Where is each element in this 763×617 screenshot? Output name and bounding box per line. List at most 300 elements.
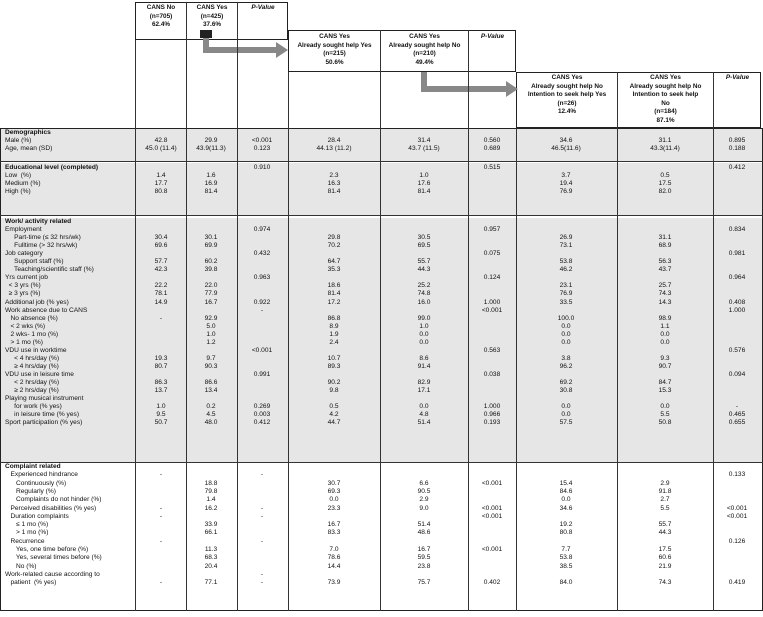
row-label: Low (%): [5, 172, 32, 180]
row-label: Employment: [5, 226, 42, 234]
cell-value: 16.3: [327, 180, 341, 188]
cell-value: 17.7: [154, 180, 168, 188]
cell-value: 14.9: [154, 298, 168, 306]
header-cans-no: CANS No (n=705) 62.4%: [146, 4, 176, 29]
table-row: [0, 539, 763, 546]
row-label: Yrs current job: [5, 274, 48, 282]
cell-value: 29.9: [204, 137, 218, 145]
cell-value: 69.2: [559, 379, 573, 386]
cell-value: 0.193: [483, 419, 501, 427]
cell-value: 50.7: [154, 419, 168, 427]
row-label: Teaching/scientific staff (%): [5, 266, 94, 274]
cell-value: 69.5: [417, 242, 431, 250]
cell-value: 43.9(11.3): [196, 145, 226, 153]
row-label: ≥ 2 hrs/day (%): [5, 387, 59, 395]
table-row: [0, 146, 763, 153]
cell-value: 55.7: [658, 521, 672, 529]
cell-value: 34.6: [559, 504, 573, 512]
row-label: Work-related cause according to: [5, 570, 100, 578]
cell-value: 13.7: [154, 387, 168, 395]
cell-value: 56.3: [658, 258, 672, 266]
cell-value: 0.0: [561, 411, 571, 419]
cell-value: 90.3: [204, 362, 218, 370]
row-label: VDU use in leisure time: [5, 370, 74, 378]
cell-value: -: [159, 504, 163, 512]
cell-value: 42.3: [154, 266, 168, 274]
cell-value: 80.7: [154, 362, 168, 370]
row-label: Perceived disabilities (% yes): [5, 504, 97, 512]
cell-value: 0.133: [728, 471, 746, 479]
cell-value: -: [260, 579, 264, 587]
table-row: [0, 348, 763, 355]
cell-value: 59.5: [417, 554, 431, 562]
cell-value: 5.0: [206, 322, 216, 330]
cell-value: 0.0: [660, 330, 670, 338]
cell-value: 0.922: [253, 298, 271, 306]
row-label: ≥ 4 hrs/day (%): [5, 362, 59, 370]
cell-value: -: [159, 471, 163, 479]
cell-value: 17.5: [658, 180, 672, 188]
cell-value: 69.3: [327, 487, 341, 495]
cell-value: 75.7: [417, 579, 431, 587]
table-row: [0, 181, 763, 188]
cell-value: 74.3: [658, 290, 672, 298]
cell-value: 91.4: [417, 362, 431, 370]
cell-value: 16.0: [417, 298, 431, 306]
cell-value: 13.4: [204, 387, 218, 395]
cell-value: 14.3: [658, 298, 672, 306]
cell-value: 44.7: [327, 419, 341, 427]
cell-value: 26.9: [559, 234, 573, 242]
cell-value: 89.3: [327, 362, 341, 370]
row-label: Part-time (≤ 32 hrs/wk): [5, 234, 81, 242]
cell-value: 0.5: [329, 403, 339, 411]
table-row: [0, 472, 763, 479]
cell-value: 19.2: [559, 521, 573, 529]
cell-value: -: [159, 314, 163, 322]
row-label: Continuously (%): [5, 479, 67, 487]
cell-value: 33.5: [559, 298, 573, 306]
cell-value: 81.4: [327, 188, 341, 196]
cell-value: 82.9: [417, 379, 431, 386]
cell-value: 74.8: [417, 290, 431, 298]
header-already-sought-yes: CANS Yes Already sought help Yes (n=215) 50.6%: [297, 33, 372, 66]
table-row: [0, 522, 763, 529]
cell-value: 1.4: [156, 172, 166, 180]
row-label: No absence (%): [5, 314, 58, 322]
cell-value: 10.7: [327, 354, 341, 362]
row-label: in leisure time (% yes): [5, 411, 80, 419]
cell-value: 0.910: [253, 164, 271, 171]
cell-value: 0.465: [728, 411, 746, 419]
cell-value: 23.3: [327, 504, 341, 512]
cell-value: 81.4: [204, 188, 218, 196]
arrow-icon-group2: [196, 30, 291, 58]
table-row: [0, 572, 763, 579]
table-row: [0, 138, 763, 145]
cell-value: 0.003: [253, 411, 271, 419]
table-row: [0, 267, 763, 274]
cell-value: 0.0: [561, 330, 571, 338]
table-row: [0, 308, 763, 315]
cell-value: 64.7: [327, 258, 341, 266]
cell-value: 86.8: [327, 314, 341, 322]
table-row: [0, 481, 763, 488]
row-label: Fulltime (> 32 hrs/wk): [5, 242, 78, 250]
row-label: Support staff (%): [5, 258, 64, 266]
cell-value: 30.5: [417, 234, 431, 242]
cell-value: 73.1: [559, 242, 573, 250]
header-already-sought-no: CANS Yes Already sought help No (n=210) 49.4%: [388, 33, 461, 66]
cell-value: 43.3(11.4): [650, 145, 680, 153]
cell-value: 39.8: [204, 266, 218, 274]
row-label: Educational level (completed): [5, 164, 99, 171]
row-label: Sport participation (% yes): [5, 419, 83, 427]
cell-value: 19.4: [559, 180, 573, 188]
table-row: [0, 130, 763, 137]
table-row: [0, 356, 763, 363]
cell-value: 78.1: [154, 290, 168, 298]
cell-value: 1.2: [206, 338, 216, 346]
row-label: 2 wks- 1 mo (%): [5, 330, 59, 338]
cell-value: 0.402: [483, 579, 501, 587]
cell-value: -: [260, 537, 264, 545]
cell-value: 90.5: [417, 487, 431, 495]
table-row: [0, 235, 763, 242]
cell-value: 1.000: [483, 298, 501, 306]
cell-value: 0.124: [483, 274, 501, 282]
cell-value: 45.0 (11.4): [145, 145, 177, 153]
cell-value: 16.7: [204, 298, 218, 306]
cell-value: 19.3: [154, 354, 168, 362]
row-label: Male (%): [5, 137, 32, 145]
cell-value: 0.0: [561, 403, 571, 411]
table-row: [0, 165, 763, 172]
cell-value: <0.001: [251, 346, 273, 354]
cell-value: 0.123: [253, 145, 271, 153]
cell-value: 0.0: [660, 403, 670, 411]
cell-value: 5.5: [660, 504, 670, 512]
row-label: VDU use in worktime: [5, 346, 67, 354]
cell-value: 17.6: [417, 180, 431, 188]
cell-value: 42.8: [154, 137, 168, 145]
row-label: < 4 hrs/day (%): [5, 354, 60, 362]
cell-value: 0.560: [483, 137, 501, 145]
cell-value: 0.576: [728, 346, 746, 354]
cell-value: 2.3: [329, 172, 339, 180]
cell-value: 77.1: [204, 579, 218, 587]
row-label: Regularly (%): [5, 487, 56, 495]
cell-value: 66.1: [204, 529, 218, 537]
row-label: Recurrence: [5, 537, 45, 545]
cell-value: 22.2: [154, 282, 168, 290]
table-row: [0, 404, 763, 411]
cell-value: 18.6: [327, 282, 341, 290]
arrow-icon-group3: [418, 72, 520, 98]
cell-value: 1.0: [206, 330, 216, 338]
cell-value: -: [159, 579, 163, 587]
cell-value: 0.0: [561, 496, 571, 504]
cell-value: 57.7: [154, 258, 168, 266]
table-row: [0, 283, 763, 290]
cell-value: 100.0: [557, 314, 575, 322]
cell-value: 86.6: [204, 379, 218, 386]
cell-value: 1.6: [206, 172, 216, 180]
cell-value: 51.4: [417, 419, 431, 427]
cell-value: 20.4: [204, 562, 218, 570]
cell-value: 0.126: [728, 537, 746, 545]
cell-value: 1.000: [483, 403, 501, 411]
table-row: [0, 420, 763, 427]
table-row: [0, 514, 763, 521]
table-row: [0, 173, 763, 180]
row-label: > 1 mo (%): [5, 529, 49, 537]
cell-value: 99.0: [417, 314, 431, 322]
table-row: [0, 243, 763, 250]
cell-value: 30.4: [154, 234, 168, 242]
cell-value: 0.515: [483, 164, 501, 171]
table-row: [0, 489, 763, 496]
cell-value: <0.001: [726, 504, 748, 512]
cell-value: 9.5: [156, 411, 166, 419]
cell-value: 90.7: [658, 362, 672, 370]
cell-value: 57.5: [559, 419, 573, 427]
row-label: Yes, several times before (%): [5, 554, 102, 562]
cell-value: 11.3: [204, 546, 218, 553]
table-row: [0, 380, 763, 387]
cell-value: 0.075: [483, 250, 501, 258]
cell-value: 0.966: [483, 411, 501, 419]
table-row: [0, 555, 763, 562]
cell-value: 98.9: [658, 314, 672, 322]
cell-value: 0.0: [329, 496, 339, 504]
cell-value: 30.1: [204, 234, 218, 242]
cell-value: 0.963: [253, 274, 271, 282]
cell-value: -: [159, 512, 163, 520]
cell-value: 84.6: [559, 487, 573, 495]
cell-value: 9.8: [329, 387, 339, 395]
cell-value: 46.2: [559, 266, 573, 274]
row-label: patient (% yes): [5, 579, 57, 587]
header-pvalue-2: P-Value: [480, 33, 505, 40]
cell-value: 14.4: [327, 562, 341, 570]
cell-value: 16.7: [417, 546, 431, 553]
cell-value: 81.4: [327, 290, 341, 298]
cell-value: 0.834: [728, 226, 746, 234]
row-label: Work absence due to CANS: [5, 306, 88, 314]
cell-value: 0.419: [728, 579, 746, 587]
table-row: [0, 219, 763, 226]
cell-value: -: [260, 504, 264, 512]
cell-value: <0.001: [481, 479, 503, 487]
table-row: [0, 372, 763, 379]
cell-value: 2.9: [419, 496, 429, 504]
cell-value: 7.7: [561, 546, 571, 553]
cell-value: <0.001: [251, 137, 273, 145]
cell-value: 0.957: [483, 226, 501, 234]
cell-value: 70.2: [327, 242, 341, 250]
cell-value: 0.269: [253, 403, 271, 411]
row-label: No (%): [5, 562, 37, 570]
cell-value: 1.000: [728, 306, 746, 314]
cell-value: 29.8: [327, 234, 341, 242]
cell-value: 30.8: [559, 387, 573, 395]
cell-value: 17.1: [417, 387, 431, 395]
cell-value: 1.0: [419, 172, 429, 180]
cell-value: 0.0: [561, 322, 571, 330]
cell-value: -: [260, 471, 264, 479]
cell-value: 68.9: [658, 242, 672, 250]
cell-value: 91.8: [658, 487, 672, 495]
row-label: Experienced hindrance: [5, 471, 78, 479]
cell-value: 80.8: [559, 529, 573, 537]
cell-value: 0.0: [419, 330, 429, 338]
table-row: [0, 227, 763, 234]
row-label: Additional job (% yes): [5, 298, 69, 306]
row-label: for work (% yes): [5, 403, 62, 411]
row-label: Duration complaints: [5, 512, 69, 520]
cell-value: 0.412: [253, 419, 271, 427]
row-label: Work/ activity related: [5, 218, 72, 225]
table-row: [0, 291, 763, 298]
cell-value: 79.8: [204, 487, 218, 495]
cell-value: 16.2: [204, 504, 218, 512]
cell-value: 9.3: [660, 354, 670, 362]
cell-value: 0.432: [253, 250, 271, 258]
cell-value: 44.3: [658, 529, 672, 537]
cell-value: 43.7 (11.5): [408, 145, 440, 153]
cell-value: <0.001: [726, 512, 748, 520]
cell-value: 2.9: [660, 479, 670, 487]
cell-value: 76.9: [559, 188, 573, 196]
cell-value: 0.689: [483, 145, 501, 153]
table-row: [0, 275, 763, 282]
cell-value: 0.974: [253, 226, 271, 234]
cell-value: 0.563: [483, 346, 501, 354]
cell-value: 82.0: [658, 188, 672, 196]
header-cans-yes: CANS Yes (n=425) 37.6%: [196, 4, 228, 29]
cell-value: 4.5: [206, 411, 216, 419]
cell-value: 0.0: [419, 338, 429, 346]
row-label: Demographics: [5, 129, 51, 136]
table-row: [0, 464, 763, 471]
cell-value: 15.4: [559, 479, 573, 487]
cell-value: 83.3: [327, 529, 341, 537]
cell-value: 16.7: [327, 521, 341, 529]
cell-value: 0.188: [728, 145, 746, 153]
cell-value: -: [260, 512, 264, 520]
cell-value: 77.9: [204, 290, 218, 298]
row-label: < 2 hrs/day (%): [5, 379, 60, 386]
cell-value: 25.7: [658, 282, 672, 290]
cell-value: 23.1: [559, 282, 573, 290]
cell-value: 31.1: [658, 137, 672, 145]
cell-value: 44.13 (11.2): [316, 145, 352, 153]
cell-value: 0.038: [483, 370, 501, 378]
header-pvalue-1: P-Value: [251, 4, 275, 11]
cell-value: -: [735, 403, 739, 411]
cell-value: 31.1: [658, 234, 672, 242]
cell-value: 74.3: [658, 579, 672, 587]
row-label: Age, mean (SD): [5, 145, 53, 153]
cell-value: 38.5: [559, 562, 573, 570]
cell-value: 4.8: [419, 411, 429, 419]
cell-value: 48.6: [417, 529, 431, 537]
row-label: Complaints do not hinder (%): [5, 496, 102, 504]
table-row: [0, 530, 763, 537]
cell-value: 0.964: [728, 274, 746, 282]
cell-value: 34.6: [559, 137, 573, 145]
cell-value: <0.001: [481, 546, 503, 553]
cell-value: 33.9: [204, 521, 218, 529]
cell-value: 8.6: [419, 354, 429, 362]
cell-value: 1.0: [419, 322, 429, 330]
row-label: Yes, one time before (%): [5, 546, 89, 553]
row-label: < 2 wks (%): [5, 322, 46, 330]
cell-value: 5.5: [660, 411, 670, 419]
cell-value: 50.8: [658, 419, 672, 427]
cell-value: 3.7: [561, 172, 571, 180]
row-label: Medium (%): [5, 180, 41, 188]
cell-value: 84.0: [559, 579, 573, 587]
cell-value: 1.0: [156, 403, 166, 411]
cell-value: 1.1: [660, 322, 670, 330]
cell-value: 84.7: [658, 379, 672, 386]
table-row: [0, 332, 763, 339]
cell-value: 7.0: [329, 546, 339, 553]
cell-value: 0.094: [728, 370, 746, 378]
cell-value: 60.6: [658, 554, 672, 562]
table-row: [0, 396, 763, 403]
table-row: [0, 388, 763, 395]
cell-value: 0.0: [660, 338, 670, 346]
cell-value: 0.2: [206, 403, 216, 411]
cell-value: 21.9: [658, 562, 672, 570]
cell-value: 69.9: [204, 242, 218, 250]
cell-value: 4.2: [329, 411, 339, 419]
cell-value: 96.2: [559, 362, 573, 370]
cell-value: 44.3: [417, 266, 431, 274]
table-row: [0, 340, 763, 347]
cell-value: 0.5: [660, 172, 670, 180]
cell-value: 0.408: [728, 298, 746, 306]
cell-value: 0.0: [561, 338, 571, 346]
cell-value: 53.8: [559, 554, 573, 562]
cell-value: 25.2: [417, 282, 431, 290]
cell-value: 0.412: [728, 164, 746, 171]
row-label: Playing musical instrument: [5, 395, 84, 403]
cell-value: 0.981: [728, 250, 746, 258]
cell-value: 18.8: [204, 479, 218, 487]
cell-value: 23.8: [417, 562, 431, 570]
table-row: [0, 324, 763, 331]
cell-value: 46.5(11.6): [551, 145, 581, 153]
cell-value: <0.001: [481, 504, 503, 512]
cell-value: 1.4: [206, 496, 216, 504]
cell-value: 30.7: [327, 479, 341, 487]
cell-value: 81.4: [417, 188, 431, 196]
table-row: [0, 364, 763, 371]
cell-value: 0.895: [728, 137, 746, 145]
row-label: ≤ 1 mo (%): [5, 521, 49, 529]
cell-value: 86.3: [154, 379, 168, 386]
cell-value: 6.6: [419, 479, 429, 487]
cell-value: 90.2: [327, 379, 341, 386]
cell-value: 9.0: [419, 504, 429, 512]
cell-value: 76.9: [559, 290, 573, 298]
cell-value: 31.4: [417, 137, 431, 145]
table-row: [0, 259, 763, 266]
